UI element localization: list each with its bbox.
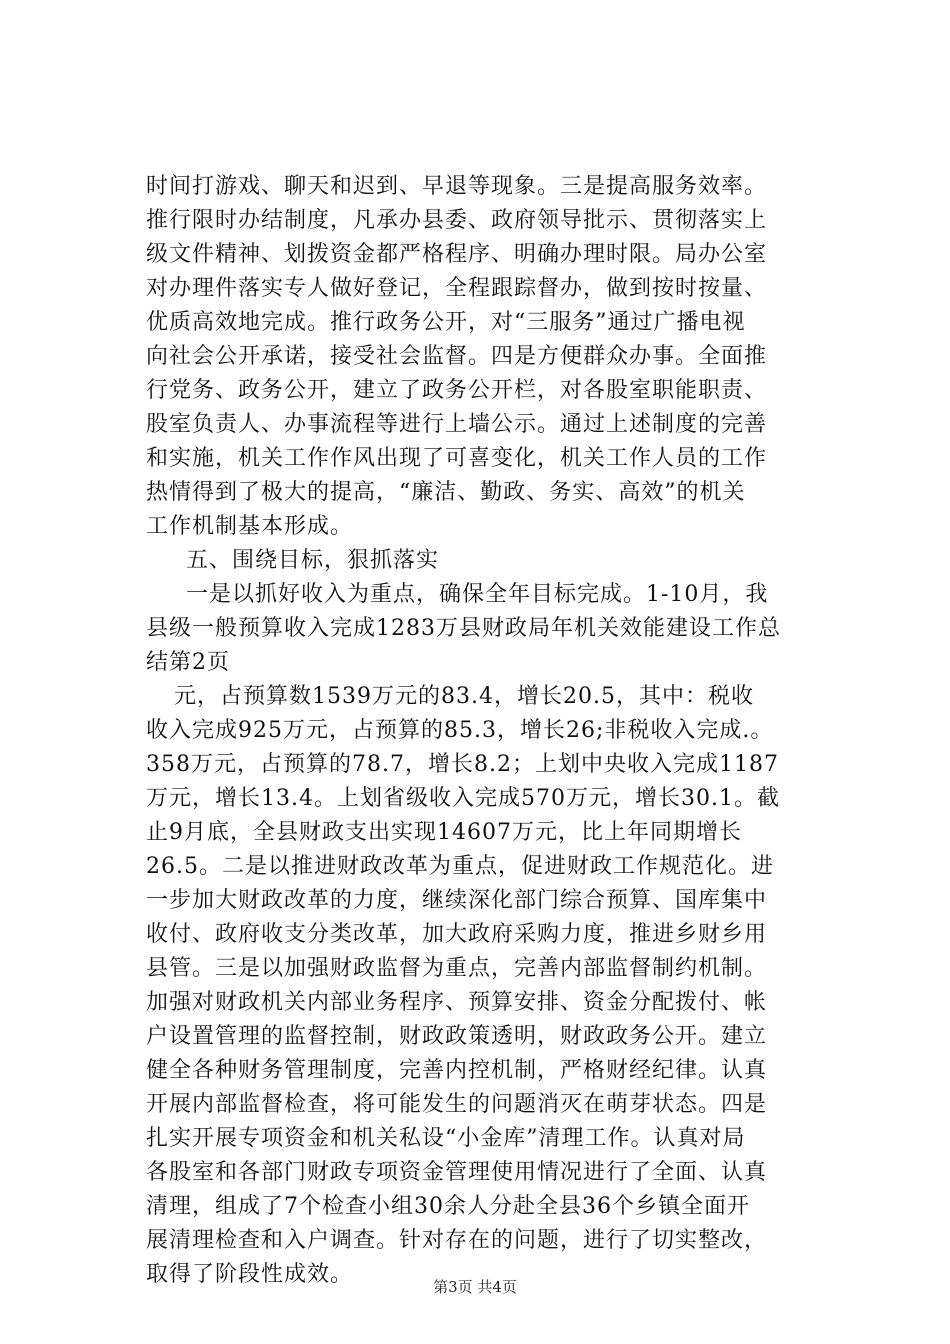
text-line: 工作机制基本形成。 (146, 514, 354, 539)
section-heading: 五、围绕目标，狠抓落实 (186, 548, 440, 573)
text-line: 扎实开展专项资金和机关私设“小金库”清理工作。认真对局 (146, 1126, 746, 1151)
text-line: 元，占预算数1539万元的83.4，增长20.5，其中：税收 (174, 684, 754, 709)
text-line: 开展内部监督检查，将可能发生的问题消灭在萌芽状态。四是 (146, 1092, 768, 1117)
text-line: 对办理件落实专人做好登记，全程跟踪督办，做到按时按量、 (146, 276, 768, 301)
text-line: 加强对财政机关内部业务程序、预算安排、资金分配拨付、帐 (146, 990, 768, 1015)
text-line: 收入完成925万元，占预算的85.3，增长26;非税收入完成.。 (146, 718, 774, 743)
text-line: 一步加大财政改革的力度，继续深化部门综合预算、国库集中 (146, 888, 768, 913)
text-line: 26.5。二是以推进财政改革为重点，促进财政工作规范化。进 (146, 854, 774, 879)
text-line: 县级一般预算收入完成1283万县财政局年机关效能建设工作总 (146, 616, 781, 641)
text-line: 县管。三是以加强财政监督为重点，完善内部监督制约机制。 (146, 956, 768, 981)
text-line: 健全各种财务管理制度，完善内控机制，严格财经纪律。认真 (146, 1058, 768, 1083)
text-line: 户设置管理的监督控制，财政政策透明，财政政务公开。建立 (146, 1024, 768, 1049)
text-line: 358万元，占预算的78.7，增长8.2；上划中央收入完成1187 (146, 752, 779, 777)
text-line: 取得了阶段性成效。 (146, 1262, 354, 1287)
text-line: 时间打游戏、聊天和迟到、早退等现象。三是提高服务效率。 (146, 174, 768, 199)
page-footer (0, 1277, 950, 1297)
text-line: 止9月底，全县财政支出实现14607万元，比上年同期增长 (146, 820, 742, 845)
text-line: 一是以抓好收入为重点，确保全年目标完成。1-10月，我 (186, 582, 769, 607)
page-number: 第3页 共4页 (433, 1278, 517, 1296)
text-line: 向社会公开承诺，接受社会监督。四是方便群众办事。全面推 (146, 344, 768, 369)
text-line: 结第2页 (146, 650, 230, 675)
text-line: 级文件精神、划拨资金都严格程序、明确办理时限。局办公室 (146, 242, 768, 267)
text-line: 股室负责人、办事流程等进行上墙公示。通过上述制度的完善 (146, 412, 768, 437)
text-line: 万元，增长13.4。上划省级收入完成570万元，增长30.1。截 (146, 786, 780, 811)
body-text (146, 170, 836, 1292)
text-line: 展清理检查和入户调查。针对存在的问题，进行了切实整改， (146, 1228, 768, 1253)
text-line: 推行限时办结制度，凡承办县委、政府领导批示、贯彻落实上 (146, 208, 768, 233)
text-line: 优质高效地完成。推行政务公开，对“三服务”通过广播电视 (146, 310, 746, 335)
text-line: 收付、政府收支分类改革，加大政府采购力度，推进乡财乡用 (146, 922, 768, 947)
text-line: 清理，组成了7个检查小组30余人分赴全县36个乡镇全面开 (146, 1194, 750, 1219)
text-line: 和实施，机关工作作风出现了可喜变化，机关工作人员的工作 (146, 446, 768, 471)
text-line: 热情得到了极大的提高，“廉洁、勤政、务实、高效”的机关 (146, 480, 746, 505)
text-line: 行党务、政务公开，建立了政务公开栏，对各股室职能职责、 (146, 378, 768, 403)
text-line: 各股室和各部门财政专项资金管理使用情况进行了全面、认真 (146, 1160, 768, 1185)
